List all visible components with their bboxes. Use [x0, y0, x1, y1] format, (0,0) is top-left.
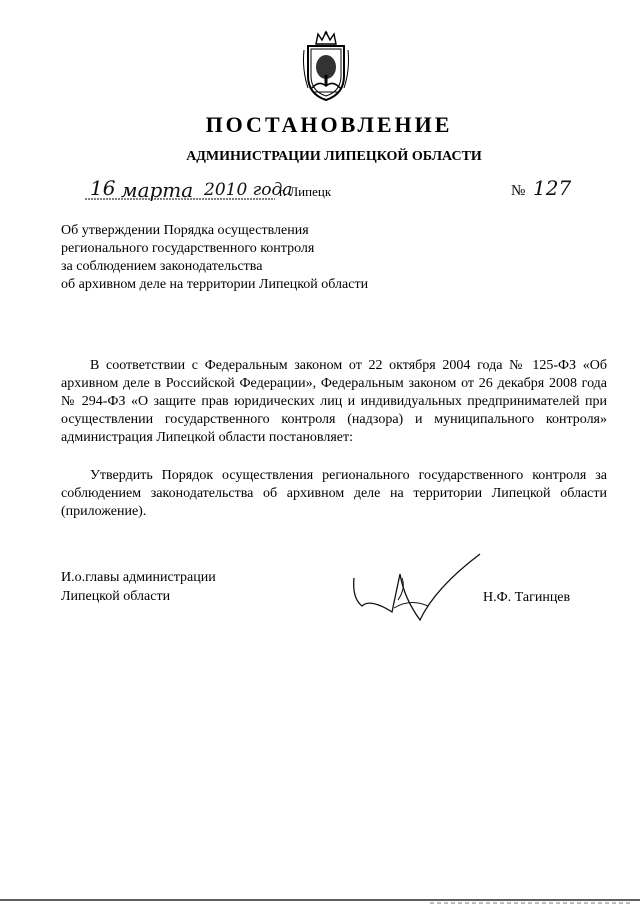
coat-of-arms-icon — [300, 30, 352, 104]
date-day: 16 — [90, 176, 116, 200]
signatory-name: Н.Ф. Тагинцев — [483, 590, 571, 605]
date-year: 2010 года — [204, 180, 293, 200]
signatory-position-line: И.о.главы администрации — [61, 570, 216, 585]
signatory-position-line: Липецкой области — [61, 589, 171, 604]
subject-line: за соблюдением законодательства — [61, 259, 263, 274]
document-subject — [61, 222, 368, 294]
number-label: № — [511, 183, 526, 199]
subject-line: Об утверждении Порядка осуществления — [61, 223, 309, 238]
body-paragraph-resolution: Утвердить Порядок осуществления регионального государственного контроля за соблюдением законодательства об архивном деле на территории Липецкой области (приложение). — [61, 468, 607, 519]
body-paragraph-preamble: В соответствии с Федеральным законом от 22 октября 2004 года № 125-ФЗ «Об архивном деле в Российской Федерации», Федеральным законом от 26 декабря 2008 года № 294-ФЗ «О защите прав юридических лиц и индивидуальных предпринимателей при осуществлении государственного контроля (надзора) и муниципального контроля» администрация Липецкой области постановляет: — [61, 358, 607, 445]
subject-line: регионального государственного контроля — [61, 241, 315, 256]
handwritten-signature-icon — [340, 548, 490, 628]
document-number: 127 — [533, 176, 572, 200]
city: г. Липецк — [279, 184, 332, 199]
signatory-position — [61, 568, 216, 606]
page-bottom-edge — [0, 896, 640, 905]
subject-line: об архивном деле на территории Липецкой области — [61, 277, 369, 292]
issuing-organization: АДМИНИСТРАЦИИ ЛИПЕЦКОЙ ОБЛАСТИ — [186, 149, 482, 164]
date-month: марта — [121, 178, 194, 202]
document-title: ПОСТАНОВЛЕНИЕ — [205, 112, 453, 137]
